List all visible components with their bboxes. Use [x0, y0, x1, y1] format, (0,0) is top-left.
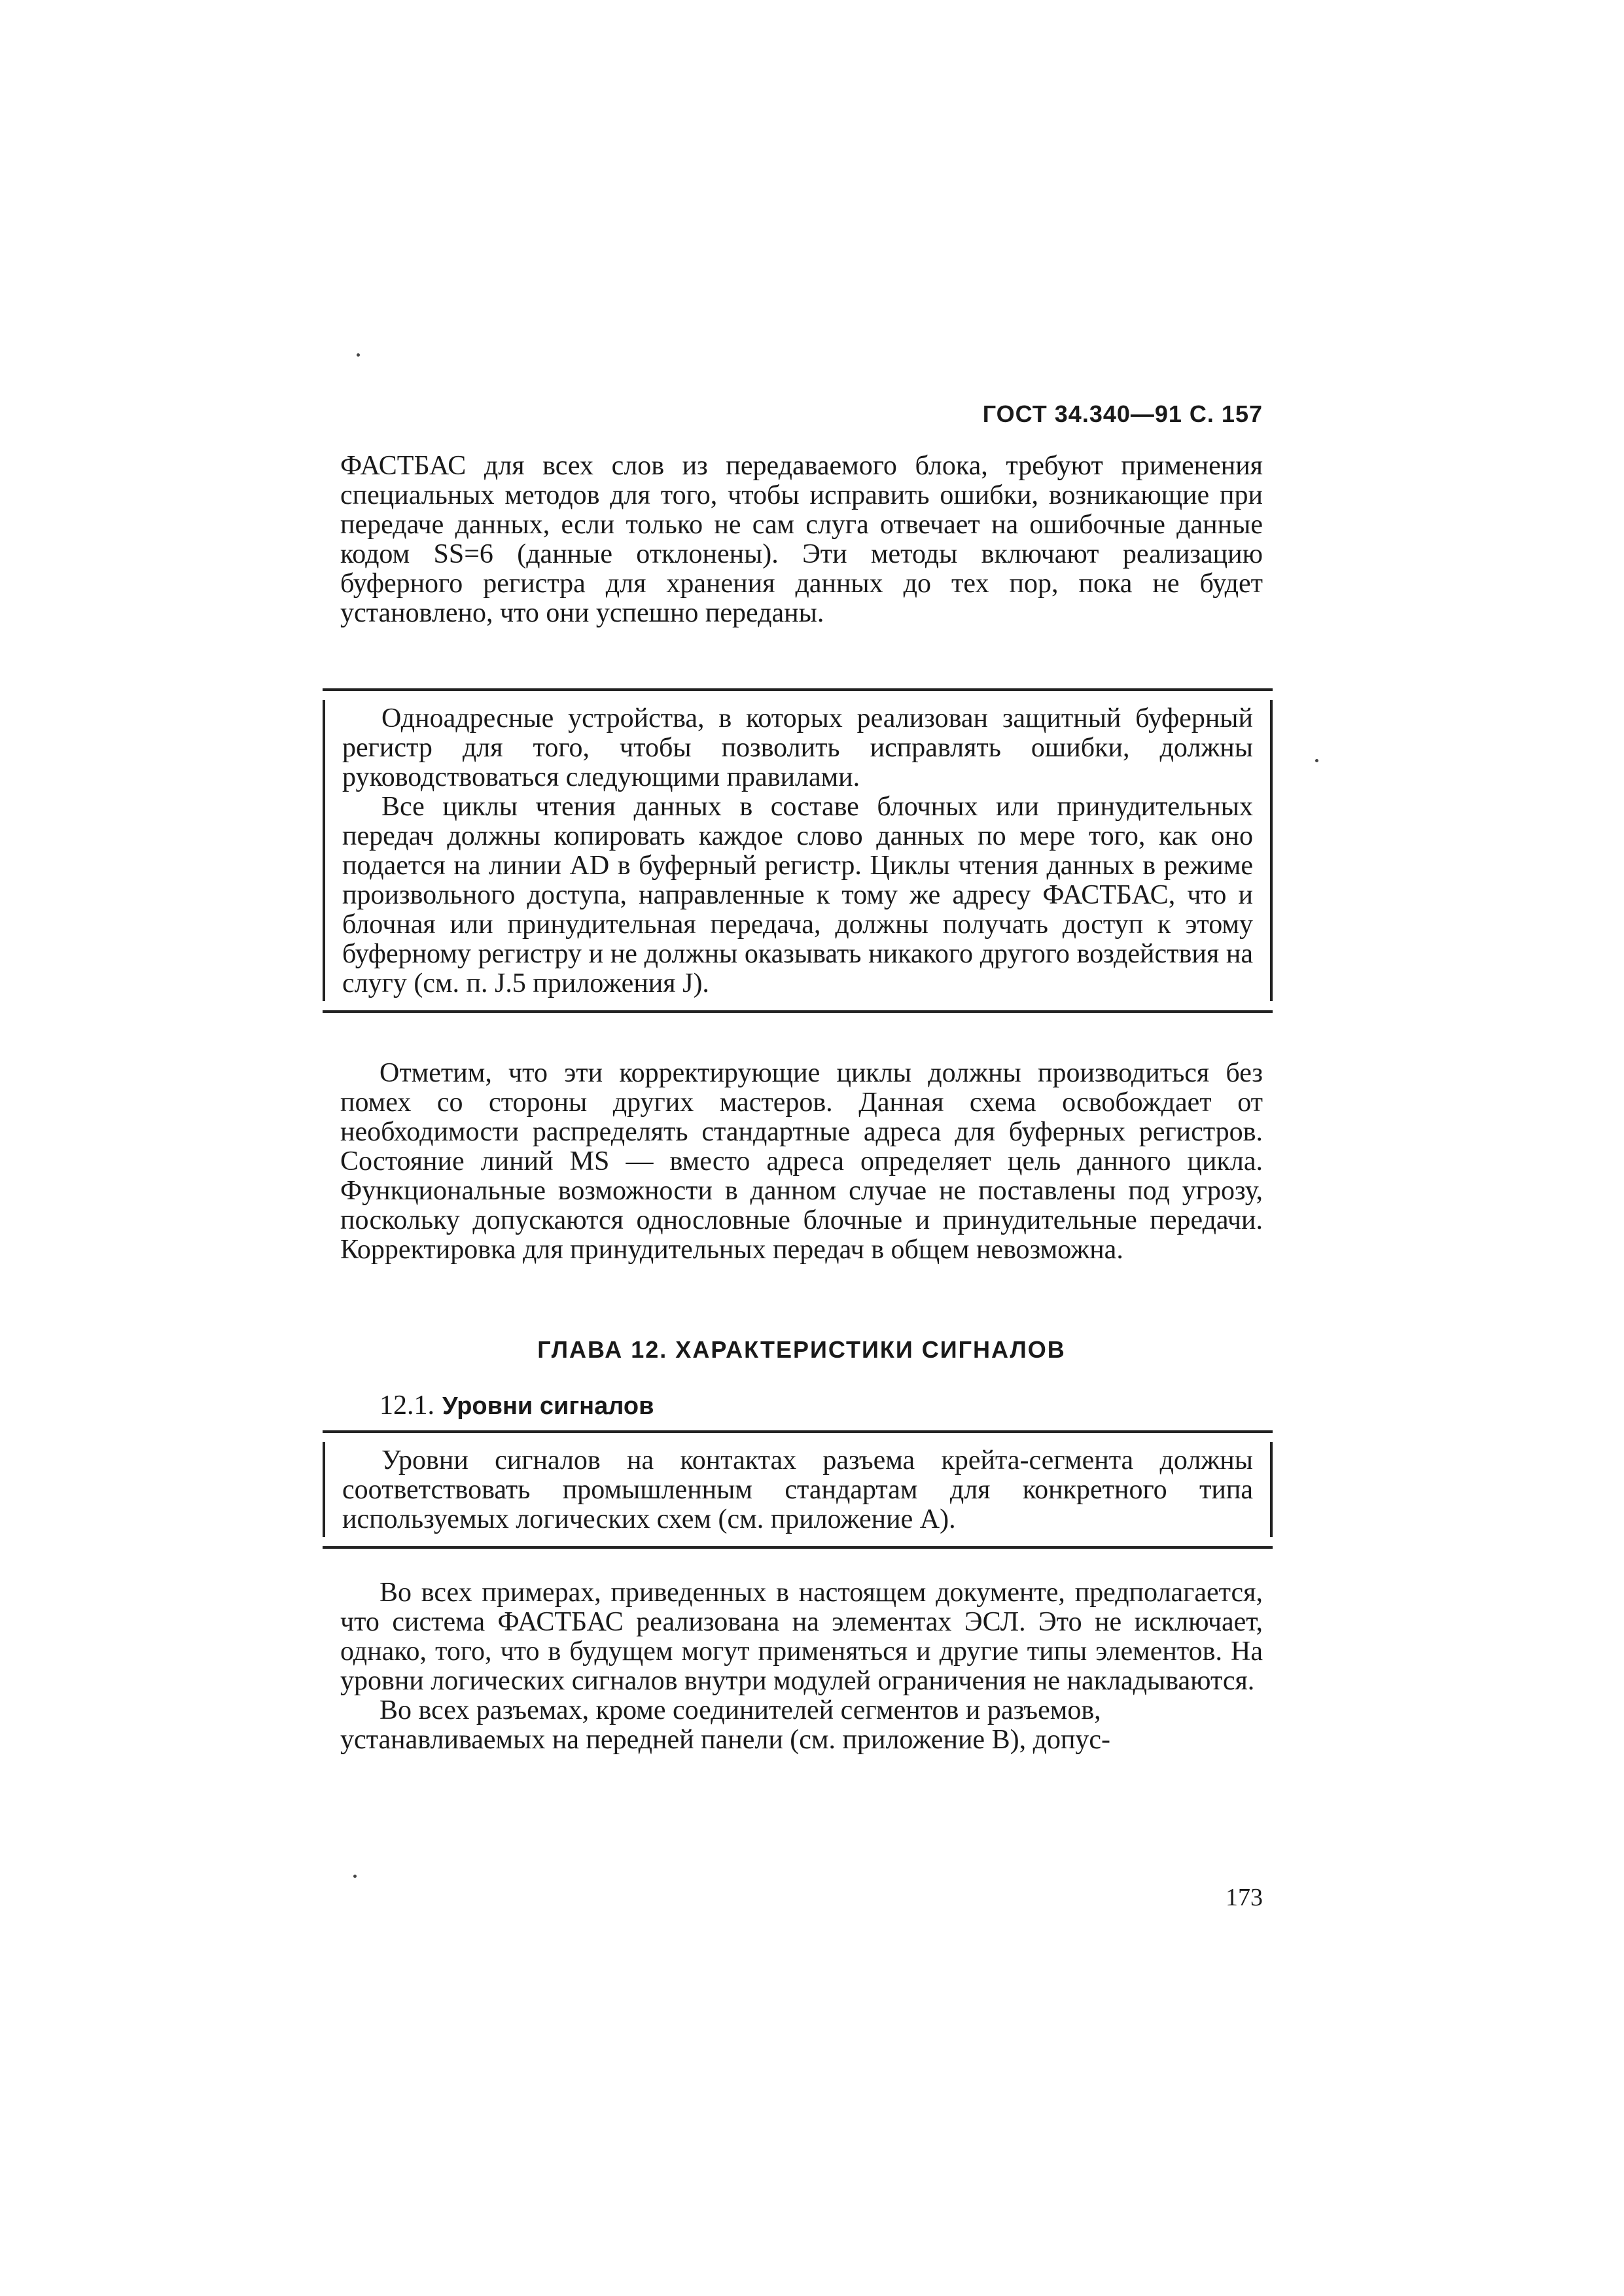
text-block-mid: [340, 1059, 1263, 1265]
scan-speck: [357, 353, 360, 357]
box-paragraph: Все циклы чтения данных в составе блочных или принудительных передач должны копировать каждое слово данных по мере того, как оно подается на линии AD в буферный регистр. Циклы чтения данных в режиме произвольного доступа, направленные к тому же адресу ФАСТБАС, что и блочная или принудительная передача, должны получать доступ к этому буферному регистру и не должны оказывать никакого другого воздействия на слугу (см. п. J.5 приложения J).: [342, 792, 1253, 998]
paragraph: Во всех примерах, приведенных в настоящем документе, предполагается, что система ФАСТБАС реализована на элементах ЭСЛ. Это не исключает, однако, того, что в будущем могут применяться и другие типы элементов. На уровни логических сигналов внутри модулей ограничения не накладываются.: [340, 1578, 1263, 1696]
text-block-bottom: [340, 1578, 1263, 1755]
paragraph: Во всех разъемах, кроме соединителей сегментов и разъемов, устанавливаемых на передней панели (см. приложение В), допус-: [340, 1695, 1111, 1755]
box-paragraph: Уровни сигналов на контактах разъема крейта-сегмента должны соответствовать промышленным стандартам для конкретного типа используемых логических схем (см. приложение А).: [342, 1445, 1253, 1534]
section-heading: [380, 1390, 654, 1421]
paragraph: ФАСТБАС для всех слов из передаваемого блока, требуют применения специальных методов для того, чтобы исправить ошибки, возникающие при передаче данных, если только не сам слуга отвечает на ошибочные данные кодом SS=6 (данные отклонены). Эти методы включают реализацию буферного регистра для хранения данных до тех пор, пока не будет установлено, что они успешно переданы.: [340, 451, 1263, 628]
page-number: 173: [1226, 1884, 1263, 1911]
section-number: 12.1.: [380, 1390, 434, 1421]
paragraph: Отметим, что эти корректирующие циклы должны производиться без помех со стороны других мастеров. Данная схема освобождает от необходимости распределять стандартные адреса для буферных регистров. Состояние линий MS — вместо адреса определяет цель данного цикла. Функциональные возможности в данном случае не поставлены под угрозу, поскольку допускаются однословные блочные и принудительные передачи. Корректировка для принудительных передач в общем невозможна.: [340, 1058, 1263, 1265]
section-title: Уровни сигналов: [442, 1392, 654, 1420]
chapter-title: ГЛАВА 12. ХАРАКТЕРИСТИКИ СИГНАЛОВ: [537, 1336, 1066, 1363]
text-block-top: [340, 451, 1263, 628]
scan-speck: [353, 1875, 357, 1878]
normative-box-1: [323, 688, 1273, 1013]
box-paragraph: Одноадресные устройства, в которых реализован защитный буферный регистр для того, чтобы позволить исправлять ошибки, должны руководствоваться следующими правилами.: [342, 703, 1253, 792]
scan-speck: [1315, 759, 1318, 762]
running-header: ГОСТ 34.340—91 С. 157: [982, 400, 1263, 427]
normative-box-2: [323, 1430, 1273, 1549]
